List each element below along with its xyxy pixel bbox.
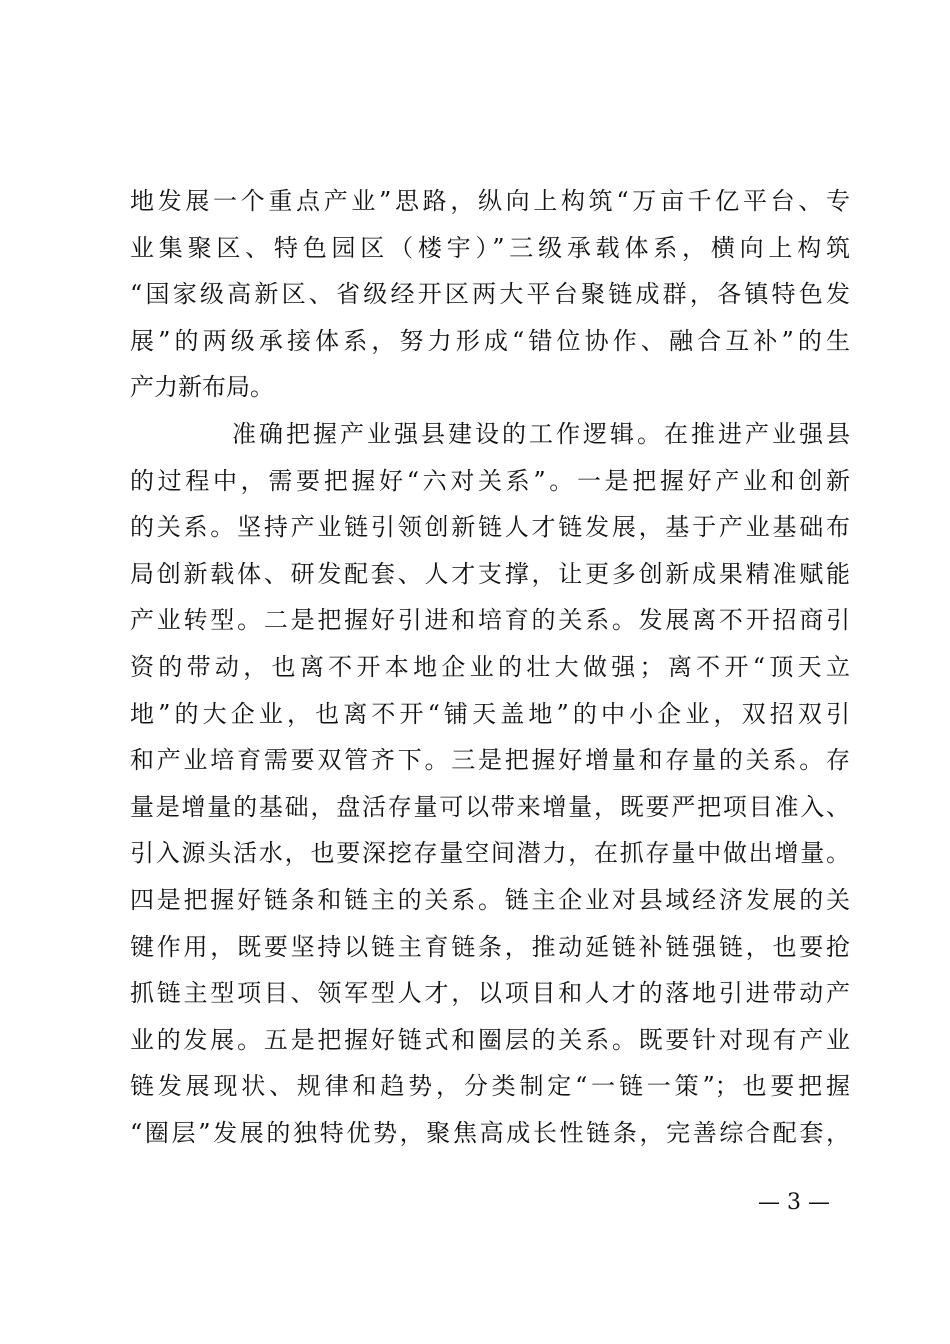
text-line: 四是把握好链条和链主的关系。链主企业对县域经济发展的关 — [130, 885, 850, 914]
text-line: 和产业培育需要双管齐下。三是把握好增量和存量的关系。存 — [130, 746, 850, 775]
page-number: — 3 — — [758, 1190, 830, 1215]
text-line: 地发展一个重点产业”思路，纵向上构筑“万亩千亿平台、专 — [130, 187, 850, 215]
text-line: 展”的两级承接体系，努力形成“错位协作、融合互补”的生 — [130, 326, 850, 355]
body-text — [130, 178, 850, 1156]
text-line: 链发展现状、规律和趋势，分类制定“一链一策”；也要把握 — [130, 1072, 850, 1101]
text-line: 局创新载体、研发配套、人才支撑，让更多创新成果精准赋能 — [130, 559, 850, 588]
text-line: 产业转型。二是把握好引进和培育的关系。发展离不开招商引 — [130, 606, 850, 635]
text-line: 资的带动，也离不开本地企业的壮大做强；离不开“顶天立 — [130, 652, 850, 681]
text-line: “圈层”发展的独特优势，聚焦高成长性链条，完善综合配套， — [130, 1118, 850, 1147]
text-line: 的过程中，需要把握好“六对关系”。一是把握好产业和创新 — [130, 466, 850, 495]
text-line: 键作用，既要坚持以链主育链条，推动延链补链强链，也要抢 — [130, 932, 850, 961]
text-line: “国家级高新区、省级经开区两大平台聚链成群，各镇特色发 — [130, 280, 850, 309]
text-line: 地”的大企业，也离不开“铺天盖地”的中小企业，双招双引 — [130, 699, 850, 728]
text-line: 抓链主型项目、领军型人才，以项目和人才的落地引进带动产 — [130, 979, 850, 1008]
text-line: 量是增量的基础，盘活存量可以带来增量，既要严把项目准入、 — [130, 792, 850, 821]
text-line: 的关系。坚持产业链引领创新链人才链发展，基于产业基础布 — [130, 513, 850, 542]
text-line-indented: 准确把握产业强县建设的工作逻辑。在推进产业强县 — [232, 419, 850, 448]
text-line: 业集聚区、特色园区（楼宇）”三级承载体系，横向上构筑 — [130, 233, 850, 262]
text-line: 业的发展。五是把握好链式和圈层的关系。既要针对现有产业 — [130, 1025, 850, 1054]
text-line: 引入源头活水，也要深挖存量空间潜力，在抓存量中做出增量。 — [130, 839, 850, 868]
text-line: 产力新布局。 — [130, 373, 274, 402]
